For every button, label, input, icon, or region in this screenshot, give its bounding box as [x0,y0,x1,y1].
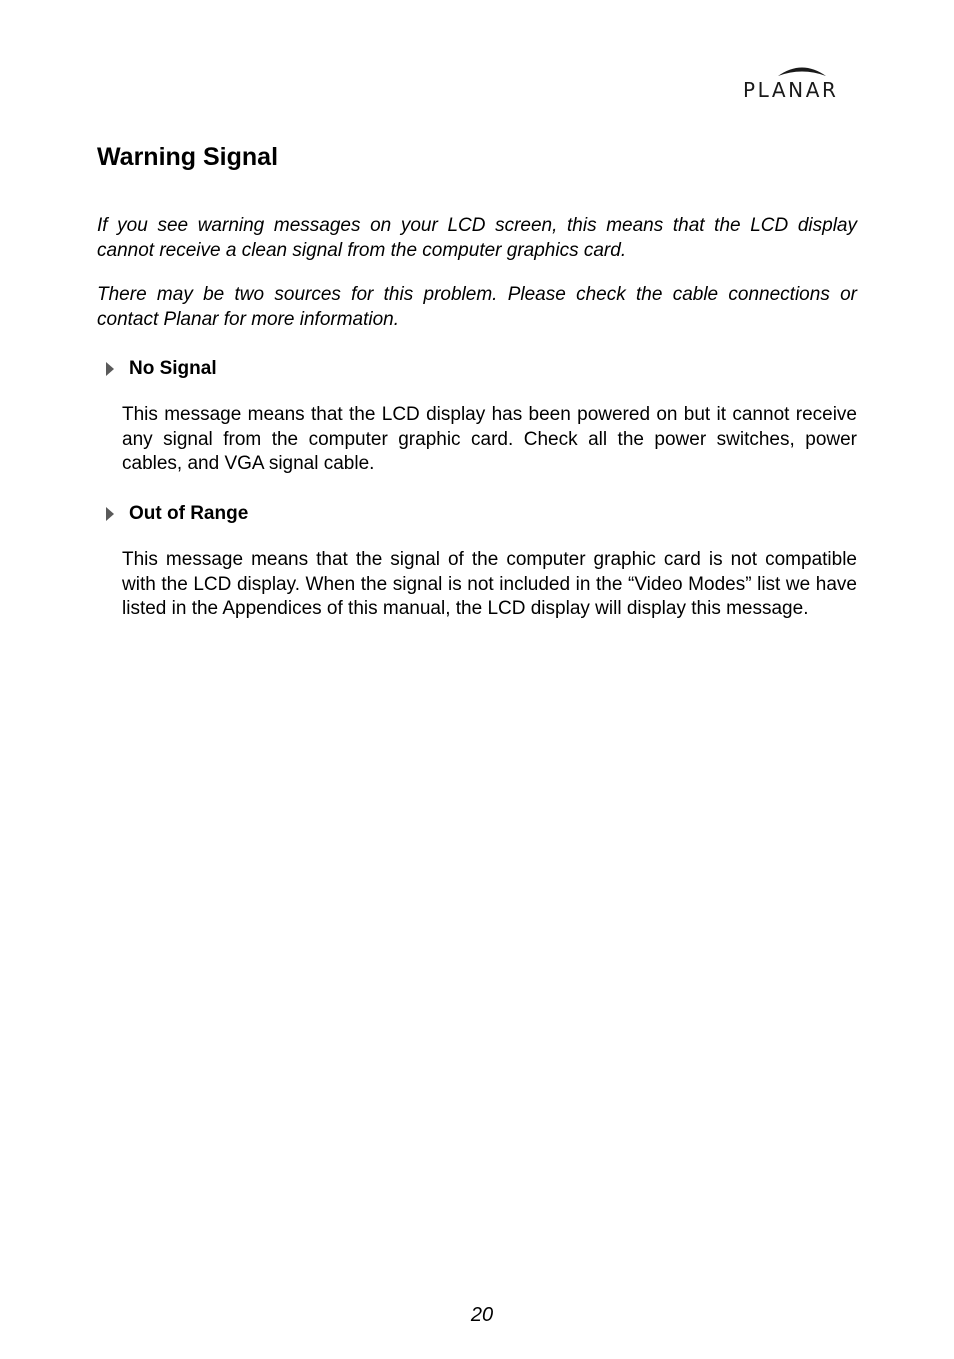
section-heading-label: Out of Range [129,503,249,524]
logo-arc-icon [777,62,827,78]
planar-logo [743,62,859,102]
page-title: Warning Signal [97,143,279,171]
section-body-out-of-range: This message means that the signal of the computer graphic card is not compatible with the LCD display. When the signal is not included in the “Video Modes” list we have listed in the Appendices of this manual, the LCD display will display this message. [122,549,857,619]
logo-text: PLANAR [743,78,839,102]
section-heading-no-signal [104,357,217,381]
intro-paragraph-2: There may be two sources for this problem. Please check the cable connections or contact Planar for more information. [97,284,857,330]
intro-paragraph-1: If you see warning messages on your LCD screen, this means that the LCD display cannot receive a clean signal from the computer graphics card. [97,215,857,261]
section-heading-out-of-range [104,502,248,526]
page-number: 20 [470,1304,494,1326]
triangle-right-icon [104,361,116,377]
section-body-no-signal: This message means that the LCD display has been powered on but it cannot receive any signal from the computer graphic card. Check all the power switches, power cables, and VGA signal cable. [122,404,857,474]
triangle-right-icon [104,506,116,522]
section-heading-label: No Signal [129,358,217,379]
